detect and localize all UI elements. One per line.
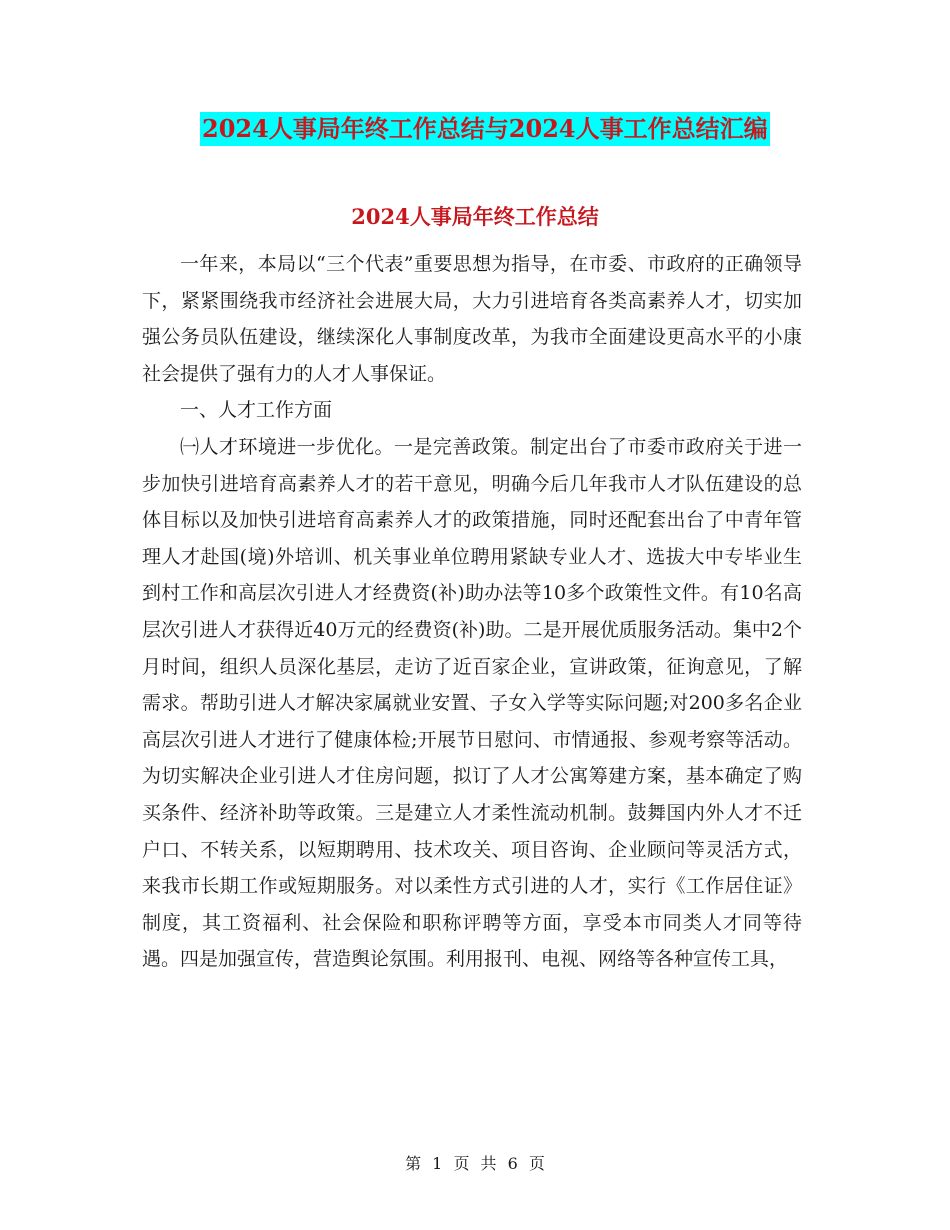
document-title: 2024人事局年终工作总结与2024人事工作总结汇编	[200, 112, 770, 146]
paragraph-intro: 一年来，本局以“三个代表”重要思想为指导，在市委、市政府的正确领导下，紧紧围绕我市经济社会进展大局，大力引进培育各类高素养人才，切实加强公务员队伍建设，继续深化人事制度改革，为我市全面建设更高水平的小康社会提供了强有力的人才人事保证。	[142, 253, 802, 385]
paragraph-heading-talent: 一、人才工作方面	[180, 399, 333, 422]
section-title: 2024人事局年终工作总结	[351, 204, 599, 229]
paragraph-talent-environment: ㈠人才环境进一步优化。一是完善政策。制定出台了市委市政府关于进一步加快引进培育高素养人才的若干意见，明确今后几年我市人才队伍建设的总体目标以及加快引进培育高素养人才的政策措施，同时还配套出台了中青年管理人才赴国(境)外培训、机关事业单位聘用紧缺专业人才、选拔大中专毕业生到村工作和高层次引进人才经费资(补)助办法等10多个政策性文件。有10名高层次引进人才获得近40万元的经费资(补)助。二是开展优质服务活动。集中2个月时间，组织人员深化基层，走访了近百家企业，宣讲政策，征询意见，了解需求。帮助引进人才解决家属就业安置、子女入学等实际问题;对200多名企业高层次引进人才进行了健康体检;开展节日慰问、市情通报、参观考察等活动。为切实解决企业引进人才住房问题，拟订了人才公寓筹建方案，基本确定了购买条件、经济补助等政策。三是建立人才柔性流动机制。鼓舞国内外人才不迁户口、不转关系，以短期聘用、技术攻关、项目咨询、企业顾问等灵活方式，来我市长期工作或短期服务。对以柔性方式引进的人才，实行《工作居住证》制度，其工资福利、社会保险和职称评聘等方面，享受本市同类人才同等待遇。四是加强宣传，营造舆论氛围。利用报刊、电视、网络等各种宣传工具，	[142, 435, 802, 971]
document-body	[142, 246, 802, 978]
page-footer: 第 1 页 共 6 页	[405, 1154, 545, 1173]
